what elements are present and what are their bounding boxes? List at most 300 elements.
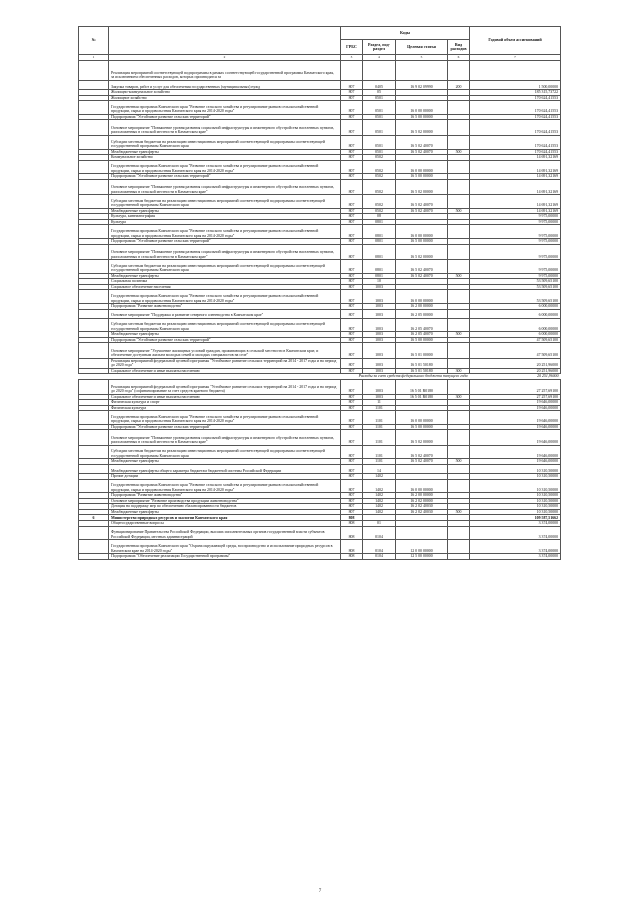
row-grbs: 807 xyxy=(341,239,363,245)
row-celevaya: 12 5 00 00000 xyxy=(396,554,448,560)
row-name: Культура xyxy=(109,219,341,225)
row-razdel: 1003 xyxy=(363,358,396,368)
row-grbs: 807 xyxy=(341,284,363,290)
table-row xyxy=(79,464,561,473)
row-number xyxy=(79,540,109,554)
row-name: Субсидии местным бюджетам на реализацию инвестиционных мероприятий соответствующей подпрограммы соответствующей государственной программы Камчатского края xyxy=(109,195,341,209)
row-razdel: 1003 xyxy=(363,379,396,394)
row-celevaya: 16 5 00 00000 xyxy=(396,424,448,430)
row-name: Межбюджетные трансферты xyxy=(109,208,341,214)
row-vid xyxy=(448,411,470,425)
row-grbs: 807 xyxy=(341,260,363,274)
row-grbs: 807 xyxy=(341,430,363,446)
header-num: № xyxy=(79,27,109,55)
row-amount: 19 646,00000 xyxy=(470,459,561,465)
row-razdel: 1003 xyxy=(363,343,396,359)
row-grbs: 807 xyxy=(341,304,363,310)
row-celevaya: 16 5 02 40070 xyxy=(396,459,448,465)
row-number xyxy=(79,160,109,174)
row-celevaya: 16 5 02 40070 xyxy=(396,195,448,209)
row-number xyxy=(79,195,109,209)
row-grbs: 807 xyxy=(341,279,363,285)
row-grbs: 807 xyxy=(341,358,363,368)
table-row xyxy=(79,61,561,81)
colnum: 4 xyxy=(363,55,396,61)
row-vid xyxy=(448,540,470,554)
row-grbs: 807 xyxy=(341,332,363,338)
row-vid xyxy=(448,464,470,473)
row-grbs: 807 xyxy=(341,135,363,149)
row-amount: 53 509,65100 xyxy=(470,290,561,304)
row-name: Государственная программа Камчатского края "Развитие сельского хозяйства и регулирование рынков сельскохозяйственной продукции, сырья и продовольствия Камчатского края на 2014-2020 годы" xyxy=(109,101,341,115)
row-celevaya: 16 5 02 00000 xyxy=(396,179,448,195)
row-razdel: 1003 xyxy=(363,332,396,338)
row-amount: 14 691,32169 xyxy=(470,179,561,195)
row-grbs: 807 xyxy=(341,445,363,459)
row-celevaya: 16 2 05 40070 xyxy=(396,332,448,338)
row-grbs: 807 xyxy=(341,479,363,493)
table-row xyxy=(79,225,561,239)
row-razdel: 0501 xyxy=(363,95,396,101)
row-name: Физическая культура и спорт xyxy=(109,400,341,406)
row-celevaya: 16 2 02 40030 xyxy=(396,504,448,510)
row-number xyxy=(79,179,109,195)
row-name: Социальное обеспечение и иные выплаты населению xyxy=(109,394,341,400)
row-razdel: 0502 xyxy=(363,160,396,174)
row-amount: 10 310,50000 xyxy=(470,474,561,480)
row-vid: 500 xyxy=(448,509,470,515)
row-razdel: 0801 xyxy=(363,260,396,274)
row-number xyxy=(79,430,109,446)
row-name: Министерство природных ресурсов и экологии Камчатского края xyxy=(109,515,341,521)
row-razdel: 0801 xyxy=(363,225,396,239)
row-celevaya: 16 0 00 00000 xyxy=(396,479,448,493)
row-number xyxy=(79,225,109,239)
row-number xyxy=(79,120,109,136)
row-razdel: 0801 xyxy=(363,273,396,279)
row-number xyxy=(79,358,109,368)
row-razdel: 1003 xyxy=(363,290,396,304)
row-razdel: 0104 xyxy=(363,554,396,560)
row-name: Жилищное хозяйство xyxy=(109,95,341,101)
row-name: Государственная программа Камчатского края "Развитие сельского хозяйства и регулирование рынков сельскохозяйственной продукции, сырья и продовольствия Камчатского края на 2014-2020 годы" xyxy=(109,225,341,239)
row-vid xyxy=(448,135,470,149)
row-razdel: 1402 xyxy=(363,493,396,499)
row-vid xyxy=(448,343,470,359)
row-number xyxy=(79,309,109,318)
row-amount: 3 374,00000 xyxy=(470,526,561,540)
row-vid xyxy=(448,225,470,239)
row-amount: 3 374,00000 xyxy=(470,554,561,560)
row-celevaya: 16 0 00 00000 xyxy=(396,411,448,425)
row-grbs: 807 xyxy=(341,114,363,120)
row-grbs: 807 xyxy=(341,343,363,359)
header-name xyxy=(109,27,341,55)
table-row xyxy=(79,411,561,425)
row-name: Реализация мероприятий федеральной целевой программы "Устойчивое развитие сельских территорий на 2014 - 2017 годы и на период до 2020 года" xyxy=(109,358,341,368)
row-name: Субсидии местным бюджетам на реализацию инвестиционных мероприятий соответствующей подпрограммы соответствующей государственной программы Камчатского края xyxy=(109,135,341,149)
row-name: Коммунальное хозяйство xyxy=(109,155,341,161)
row-number xyxy=(79,260,109,274)
row-number xyxy=(79,554,109,560)
row-amount: 9 975,00000 xyxy=(470,219,561,225)
row-vid xyxy=(448,430,470,446)
row-celevaya: 16 5 02 40070 xyxy=(396,260,448,274)
row-name: Подпрограмма "Устойчивое развитие сельских территорий" xyxy=(109,337,341,343)
row-number xyxy=(79,290,109,304)
row-number xyxy=(79,80,109,89)
row-grbs: 807 xyxy=(341,405,363,411)
row-razdel: 0502 xyxy=(363,208,396,214)
row-name: Основное мероприятие "Повышение уровня развития социальной инфраструктуры и инженерного обустройства населенных пунктов, расположенных в сельской местности в Камчатском крае" xyxy=(109,120,341,136)
row-amount: 170 624,41553 xyxy=(470,114,561,120)
row-amount: 170 624,41553 xyxy=(470,120,561,136)
row-grbs: 808 xyxy=(341,521,363,527)
row-name: Субсидии местным бюджетам на реализацию инвестиционных мероприятий соответствующей подпрограммы соответствующей государственной программы Камчатского края xyxy=(109,318,341,332)
table-row xyxy=(79,540,561,554)
row-razdel: 1402 xyxy=(363,498,396,504)
row-razdel: 1003 xyxy=(363,394,396,400)
row-vid xyxy=(448,479,470,493)
table-row xyxy=(79,195,561,209)
row-amount: 9 975,00000 xyxy=(470,225,561,239)
row-amount: 53 509,65100 xyxy=(470,284,561,290)
row-amount: 170 624,41553 xyxy=(470,101,561,115)
row-vid: 500 xyxy=(448,459,470,465)
colnum: 2 xyxy=(109,55,341,61)
row-razdel: 0405 xyxy=(363,80,396,89)
table-row xyxy=(79,244,561,260)
row-razdel: 0501 xyxy=(363,114,396,120)
row-grbs: 807 xyxy=(341,504,363,510)
table-body xyxy=(79,61,561,560)
table-row xyxy=(79,290,561,304)
row-name: Социальное обеспечение и иные выплаты населению xyxy=(109,368,341,374)
row-vid: 200 xyxy=(448,80,470,89)
table-row xyxy=(79,358,561,368)
row-name: Государственная программа Камчатского края "Развитие сельского хозяйства и регулирование рынков сельскохозяйственной продукции, сырья и продовольствия Камчатского края на 2014-2020 годы" xyxy=(109,479,341,493)
row-vid xyxy=(448,120,470,136)
row-number xyxy=(79,343,109,359)
table-row xyxy=(79,554,561,560)
row-name: Закупка товаров, работ и услуг для обеспечения государственных (муниципальных) нужд xyxy=(109,80,341,89)
row-vid xyxy=(448,61,470,81)
row-name: Государственная программа Камчатского края "Развитие сельского хозяйства и регулирование рынков сельскохозяйственной продукции, сырья и продовольствия Камчатского края на 2014-2020 годы" xyxy=(109,290,341,304)
row-celevaya: 16 5 01 50180 xyxy=(396,368,448,374)
row-amount: 3 374,00000 xyxy=(470,540,561,554)
row-celevaya: 16 5 02 00000 xyxy=(396,244,448,260)
table-row xyxy=(79,179,561,195)
row-grbs: 807 xyxy=(341,493,363,499)
row-name: Межбюджетные трансферты xyxy=(109,149,341,155)
row-amount: 6 000,00000 xyxy=(470,304,561,310)
row-razdel: 10 xyxy=(363,279,396,285)
row-razdel: 1101 xyxy=(363,459,396,465)
row-celevaya: 16 2 02 40030 xyxy=(396,509,448,515)
row-number: 6 xyxy=(79,515,109,521)
row-number xyxy=(79,526,109,540)
row-grbs: 807 xyxy=(341,498,363,504)
colnum: 7 xyxy=(470,55,561,61)
row-name: Культура, кинематография xyxy=(109,214,341,220)
row-grbs: 807 xyxy=(341,195,363,209)
row-celevaya: 16 5 02 00000 xyxy=(396,120,448,136)
row-amount: 9 975,00000 xyxy=(470,260,561,274)
row-grbs: 807 xyxy=(341,368,363,374)
table-row xyxy=(79,135,561,149)
table-row xyxy=(79,445,561,459)
row-number xyxy=(79,135,109,149)
header-celevaya: Целевая статья xyxy=(396,40,448,55)
row-razdel: 1402 xyxy=(363,479,396,493)
row-grbs: 807 xyxy=(341,174,363,180)
row-vid: 300 xyxy=(448,368,470,374)
row-amount: 19 646,00000 xyxy=(470,411,561,425)
row-amount: 47 509,65100 xyxy=(470,337,561,343)
row-grbs: 807 xyxy=(341,309,363,318)
row-vid xyxy=(448,526,470,540)
row-number xyxy=(79,479,109,493)
row-grbs: 807 xyxy=(341,424,363,430)
row-name: Жилищно-коммунальное хозяйство xyxy=(109,90,341,96)
header-vid: Вид расходов xyxy=(448,40,470,55)
row-number xyxy=(79,61,109,81)
row-amount xyxy=(470,61,561,81)
row-name: Государственная программа Камчатского края "Развитие сельского хозяйства и регулирование рынков сельскохозяйственной продукции, сырья и продовольствия Камчатского края на 2014-2020 годы" xyxy=(109,160,341,174)
row-number xyxy=(79,244,109,260)
note-text: Расходы за счет средств федерального бюджета текущего года xyxy=(79,374,470,380)
table-row xyxy=(79,379,561,394)
table-row xyxy=(79,80,561,89)
row-name: Государственная программа Камчатского края "Охрана окружающей среды, воспроизводство и использование природных ресурсов в Камчатском крае на 2014-2020 годы" xyxy=(109,540,341,554)
row-celevaya: 16 5 00 00000 xyxy=(396,337,448,343)
row-celevaya: 16 5 00 00000 xyxy=(396,174,448,180)
row-razdel: 0501 xyxy=(363,101,396,115)
row-vid xyxy=(448,160,470,174)
row-razdel: 1003 xyxy=(363,337,396,343)
row-razdel: 1101 xyxy=(363,411,396,425)
row-razdel: 1101 xyxy=(363,405,396,411)
row-name: Межбюджетные трансферты xyxy=(109,459,341,465)
row-amount: 27 257,69100 xyxy=(470,379,561,394)
table-row xyxy=(79,430,561,446)
row-razdel: 05 xyxy=(363,90,396,96)
row-vid xyxy=(448,358,470,368)
row-grbs: 807 xyxy=(341,225,363,239)
row-amount: 9 975,00000 xyxy=(470,239,561,245)
row-celevaya: 16 9 02 09990 xyxy=(396,80,448,89)
row-vid: 500 xyxy=(448,149,470,155)
row-razdel: 0502 xyxy=(363,174,396,180)
colnum: 5 xyxy=(396,55,448,61)
row-razdel: 1003 xyxy=(363,309,396,318)
row-celevaya: 16 5 02 00000 xyxy=(396,430,448,446)
row-celevaya: 12 0 00 00000 xyxy=(396,540,448,554)
row-grbs: 807 xyxy=(341,90,363,96)
row-vid xyxy=(448,554,470,560)
row-number xyxy=(79,445,109,459)
table-row xyxy=(79,260,561,274)
row-grbs: 807 xyxy=(341,80,363,89)
row-celevaya xyxy=(396,464,448,473)
row-vid xyxy=(448,290,470,304)
row-name: Межбюджетные трансферты xyxy=(109,332,341,338)
row-amount: 19 646,00000 xyxy=(470,445,561,459)
row-vid: 500 xyxy=(448,273,470,279)
row-razdel: 0801 xyxy=(363,239,396,245)
row-vid xyxy=(448,309,470,318)
table-row xyxy=(79,343,561,359)
row-razdel: 01 xyxy=(363,521,396,527)
row-name: Межбюджетные трансферты общего характера бюджетам бюджетной системы Российской Федерации xyxy=(109,464,341,473)
row-grbs: 807 xyxy=(341,179,363,195)
row-razdel: 0501 xyxy=(363,135,396,149)
row-grbs: 807 xyxy=(341,474,363,480)
row-grbs: 808 xyxy=(341,515,363,521)
row-celevaya: 16 0 00 00000 xyxy=(396,101,448,115)
table-row xyxy=(79,120,561,136)
row-razdel: 0104 xyxy=(363,540,396,554)
row-grbs xyxy=(341,61,363,81)
row-razdel: 1101 xyxy=(363,430,396,446)
row-celevaya: 16 2 00 00000 xyxy=(396,493,448,499)
table-row xyxy=(79,526,561,540)
row-name: Дотация на поддержку мер по обеспечению сбалансированности бюджетов xyxy=(109,504,341,510)
row-number xyxy=(79,411,109,425)
row-name: Функционирование Правительства Российской Федерации, высших исполнительных органов государственной власти субъектов Российской Федерации, местных администраций xyxy=(109,526,341,540)
row-celevaya: 16 5 01 00000 xyxy=(396,343,448,359)
row-amount: 9 975,00000 xyxy=(470,244,561,260)
header-razdel: Раздел, под- раздел xyxy=(363,40,396,55)
colnum: 3 xyxy=(341,55,363,61)
row-vid xyxy=(448,318,470,332)
row-amount: 6 000,00000 xyxy=(470,318,561,332)
row-grbs: 807 xyxy=(341,155,363,161)
row-amount: 10 310,50000 xyxy=(470,493,561,499)
row-amount: 185 315,73722 xyxy=(470,90,561,96)
row-name: Подпрограмма "Устойчивое развитие сельских территорий" xyxy=(109,174,341,180)
row-amount: 10 310,50000 xyxy=(470,504,561,510)
row-grbs: 807 xyxy=(341,120,363,136)
row-grbs: 807 xyxy=(341,337,363,343)
row-vid: 500 xyxy=(448,208,470,214)
row-amount: 6 000,00000 xyxy=(470,309,561,318)
budget-table xyxy=(78,26,561,560)
row-celevaya: 16 2 00 00000 xyxy=(396,304,448,310)
header-codes: Коды xyxy=(341,27,470,40)
colnum: 1 xyxy=(79,55,109,61)
row-grbs: 808 xyxy=(341,526,363,540)
row-amount: 47 509,65100 xyxy=(470,343,561,359)
row-name: Подпрограмма "Обеспечение реализации Государственной программы" xyxy=(109,554,341,560)
row-grbs: 807 xyxy=(341,394,363,400)
row-celevaya: 16 5 02 40070 xyxy=(396,149,448,155)
row-name: Подпрограмма "Устойчивое развитие сельских территорий" xyxy=(109,114,341,120)
row-grbs: 807 xyxy=(341,149,363,155)
budget-document-page xyxy=(78,26,560,560)
row-name: Физическая культура xyxy=(109,405,341,411)
page-number: 7 xyxy=(318,889,322,894)
row-razdel: 1402 xyxy=(363,474,396,480)
row-razdel: 11 xyxy=(363,400,396,406)
row-number xyxy=(79,464,109,473)
row-name: Реализация мероприятий федеральной целевой программы "Устойчивое развитие сельских территорий на 2014 - 2017 годы и на период до 2020 года" (софинансирование за счет средств краевого бюджета) xyxy=(109,379,341,394)
row-razdel: 1101 xyxy=(363,424,396,430)
row-vid xyxy=(448,101,470,115)
row-celevaya: 16 2 02 00000 xyxy=(396,498,448,504)
row-grbs: 807 xyxy=(341,400,363,406)
row-name: Основное мероприятие "Повышение уровня развития социальной инфраструктуры и инженерного обустройства населенных пунктов, расположенных в сельской местности в Камчатском крае" xyxy=(109,244,341,260)
table-row xyxy=(79,101,561,115)
row-razdel: 1402 xyxy=(363,504,396,510)
row-name: Субсидии местным бюджетам на реализацию инвестиционных мероприятий соответствующей подпрограммы соответствующей государственной программы Камчатского края xyxy=(109,445,341,459)
row-celevaya: 16 5 01 R0180 xyxy=(396,379,448,394)
row-razdel: 0502 xyxy=(363,179,396,195)
row-amount: 170 624,41553 xyxy=(470,95,561,101)
row-amount: 10 310,50000 xyxy=(470,498,561,504)
row-amount: 9 975,00000 xyxy=(470,273,561,279)
row-name: Реализация мероприятий соответствующей подпрограммы в рамках соответствующей государственной программы Камчатского края, за исключением обеспеченных расходов, которых производятся за xyxy=(109,61,341,81)
row-name: Основное мероприятие "Повышение уровня развития социальной инфраструктуры и инженерного обустройства населенных пунктов, расположенных в сельской местности в Камчатском крае" xyxy=(109,179,341,195)
row-razdel: 1003 xyxy=(363,304,396,310)
row-vid xyxy=(448,379,470,394)
row-celevaya: 16 5 01 R0180 xyxy=(396,394,448,400)
row-grbs: 807 xyxy=(341,219,363,225)
table-header xyxy=(79,27,561,61)
row-celevaya: 16 5 01 50180 xyxy=(396,358,448,368)
row-celevaya: 16 5 02 40070 xyxy=(396,135,448,149)
row-name: Основное мероприятие "Повышение уровня развития социальной инфраструктуры и инженерного обустройства населенных пунктов, расположенных в сельской местности в Камчатском крае" xyxy=(109,430,341,446)
row-amount: 10 310,50000 xyxy=(470,509,561,515)
row-amount: 109 587,51662 xyxy=(470,515,561,521)
row-amount: 53 509,65100 xyxy=(470,279,561,285)
row-grbs: 807 xyxy=(341,459,363,465)
row-grbs: 807 xyxy=(341,208,363,214)
row-grbs: 808 xyxy=(341,540,363,554)
row-grbs: 807 xyxy=(341,214,363,220)
row-amount: 19 646,00000 xyxy=(470,400,561,406)
row-amount: 14 691,32169 xyxy=(470,174,561,180)
row-razdel: 0502 xyxy=(363,195,396,209)
row-vid xyxy=(448,244,470,260)
row-name: Социальное обеспечение населения xyxy=(109,284,341,290)
row-name: Межбюджетные трансферты xyxy=(109,273,341,279)
row-grbs: 807 xyxy=(341,160,363,174)
row-amount: 170 624,41553 xyxy=(470,135,561,149)
table-row xyxy=(79,318,561,332)
row-amount: 6 000,00000 xyxy=(470,332,561,338)
row-name: Подпрограмма "Развитие животноводства" xyxy=(109,304,341,310)
row-vid xyxy=(448,179,470,195)
row-razdel: 1003 xyxy=(363,318,396,332)
row-grbs: 807 xyxy=(341,290,363,304)
row-grbs: 807 xyxy=(341,464,363,473)
row-grbs: 807 xyxy=(341,273,363,279)
row-celevaya: 16 0 00 00000 xyxy=(396,290,448,304)
row-celevaya: 16 5 02 40070 xyxy=(396,208,448,214)
row-razdel: 1003 xyxy=(363,368,396,374)
row-razdel: 1101 xyxy=(363,445,396,459)
row-amount: 10 310,50000 xyxy=(470,464,561,473)
row-amount: 20 251,96000 xyxy=(470,358,561,368)
row-razdel: 1003 xyxy=(363,284,396,290)
row-number xyxy=(79,318,109,332)
table-row xyxy=(79,309,561,318)
row-razdel: 0501 xyxy=(363,120,396,136)
row-grbs: 807 xyxy=(341,318,363,332)
row-celevaya: 16 0 00 00000 xyxy=(396,225,448,239)
row-name: Подпрограмма "Устойчивое развитие сельских территорий" xyxy=(109,424,341,430)
